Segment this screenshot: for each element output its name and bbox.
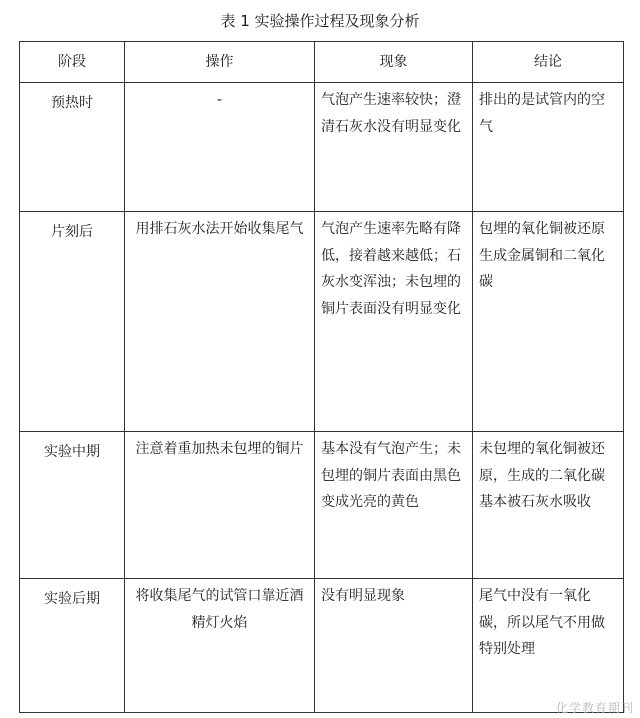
operation-cell: 注意着重加热未包埋的铜片 <box>125 432 315 579</box>
conclusion-cell: 未包埋的氧化铜被还原，生成的二氧化碳基本被石灰水吸收 <box>473 432 624 579</box>
header-phenomenon: 现象 <box>315 42 473 83</box>
table-caption: 表 1 实验操作过程及现象分析 <box>220 12 420 30</box>
operation-cell: 将收集尾气的试管口靠近酒精灯火焰 <box>125 579 315 713</box>
header-stage: 阶段 <box>20 42 125 83</box>
table-row <box>20 83 624 212</box>
stage-cell: 实验后期 <box>20 579 125 713</box>
conclusion-cell: 排出的是试管内的空气 <box>473 83 624 212</box>
phenomenon-cell: 气泡产生速率较快；澄清石灰水没有明显变化 <box>315 83 473 212</box>
table-row <box>20 432 624 579</box>
operation-cell: - <box>125 83 315 212</box>
experiment-table <box>19 41 624 713</box>
header-row <box>20 42 624 83</box>
table-row <box>20 579 624 713</box>
conclusion-cell: 包埋的氧化铜被还原生成金属铜和二氧化碳 <box>473 212 624 432</box>
stage-cell: 预热时 <box>20 83 125 212</box>
header-operation: 操作 <box>125 42 315 83</box>
stage-cell: 片刻后 <box>20 212 125 432</box>
watermark: 化学教育期刊 <box>555 701 634 715</box>
conclusion-cell: 尾气中没有一氧化碳，所以尾气不用做特别处理 <box>473 579 624 713</box>
operation-cell: 用排石灰水法开始收集尾气 <box>125 212 315 432</box>
header-conclusion: 结论 <box>473 42 624 83</box>
phenomenon-cell: 没有明显现象 <box>315 579 473 713</box>
stage-cell: 实验中期 <box>20 432 125 579</box>
phenomenon-cell: 气泡产生速率先略有降低，接着越来越低；石灰水变浑浊；未包埋的铜片表面没有明显变化 <box>315 212 473 432</box>
table-row <box>20 212 624 432</box>
phenomenon-cell: 基本没有气泡产生；未包埋的铜片表面由黑色变成光亮的黄色 <box>315 432 473 579</box>
